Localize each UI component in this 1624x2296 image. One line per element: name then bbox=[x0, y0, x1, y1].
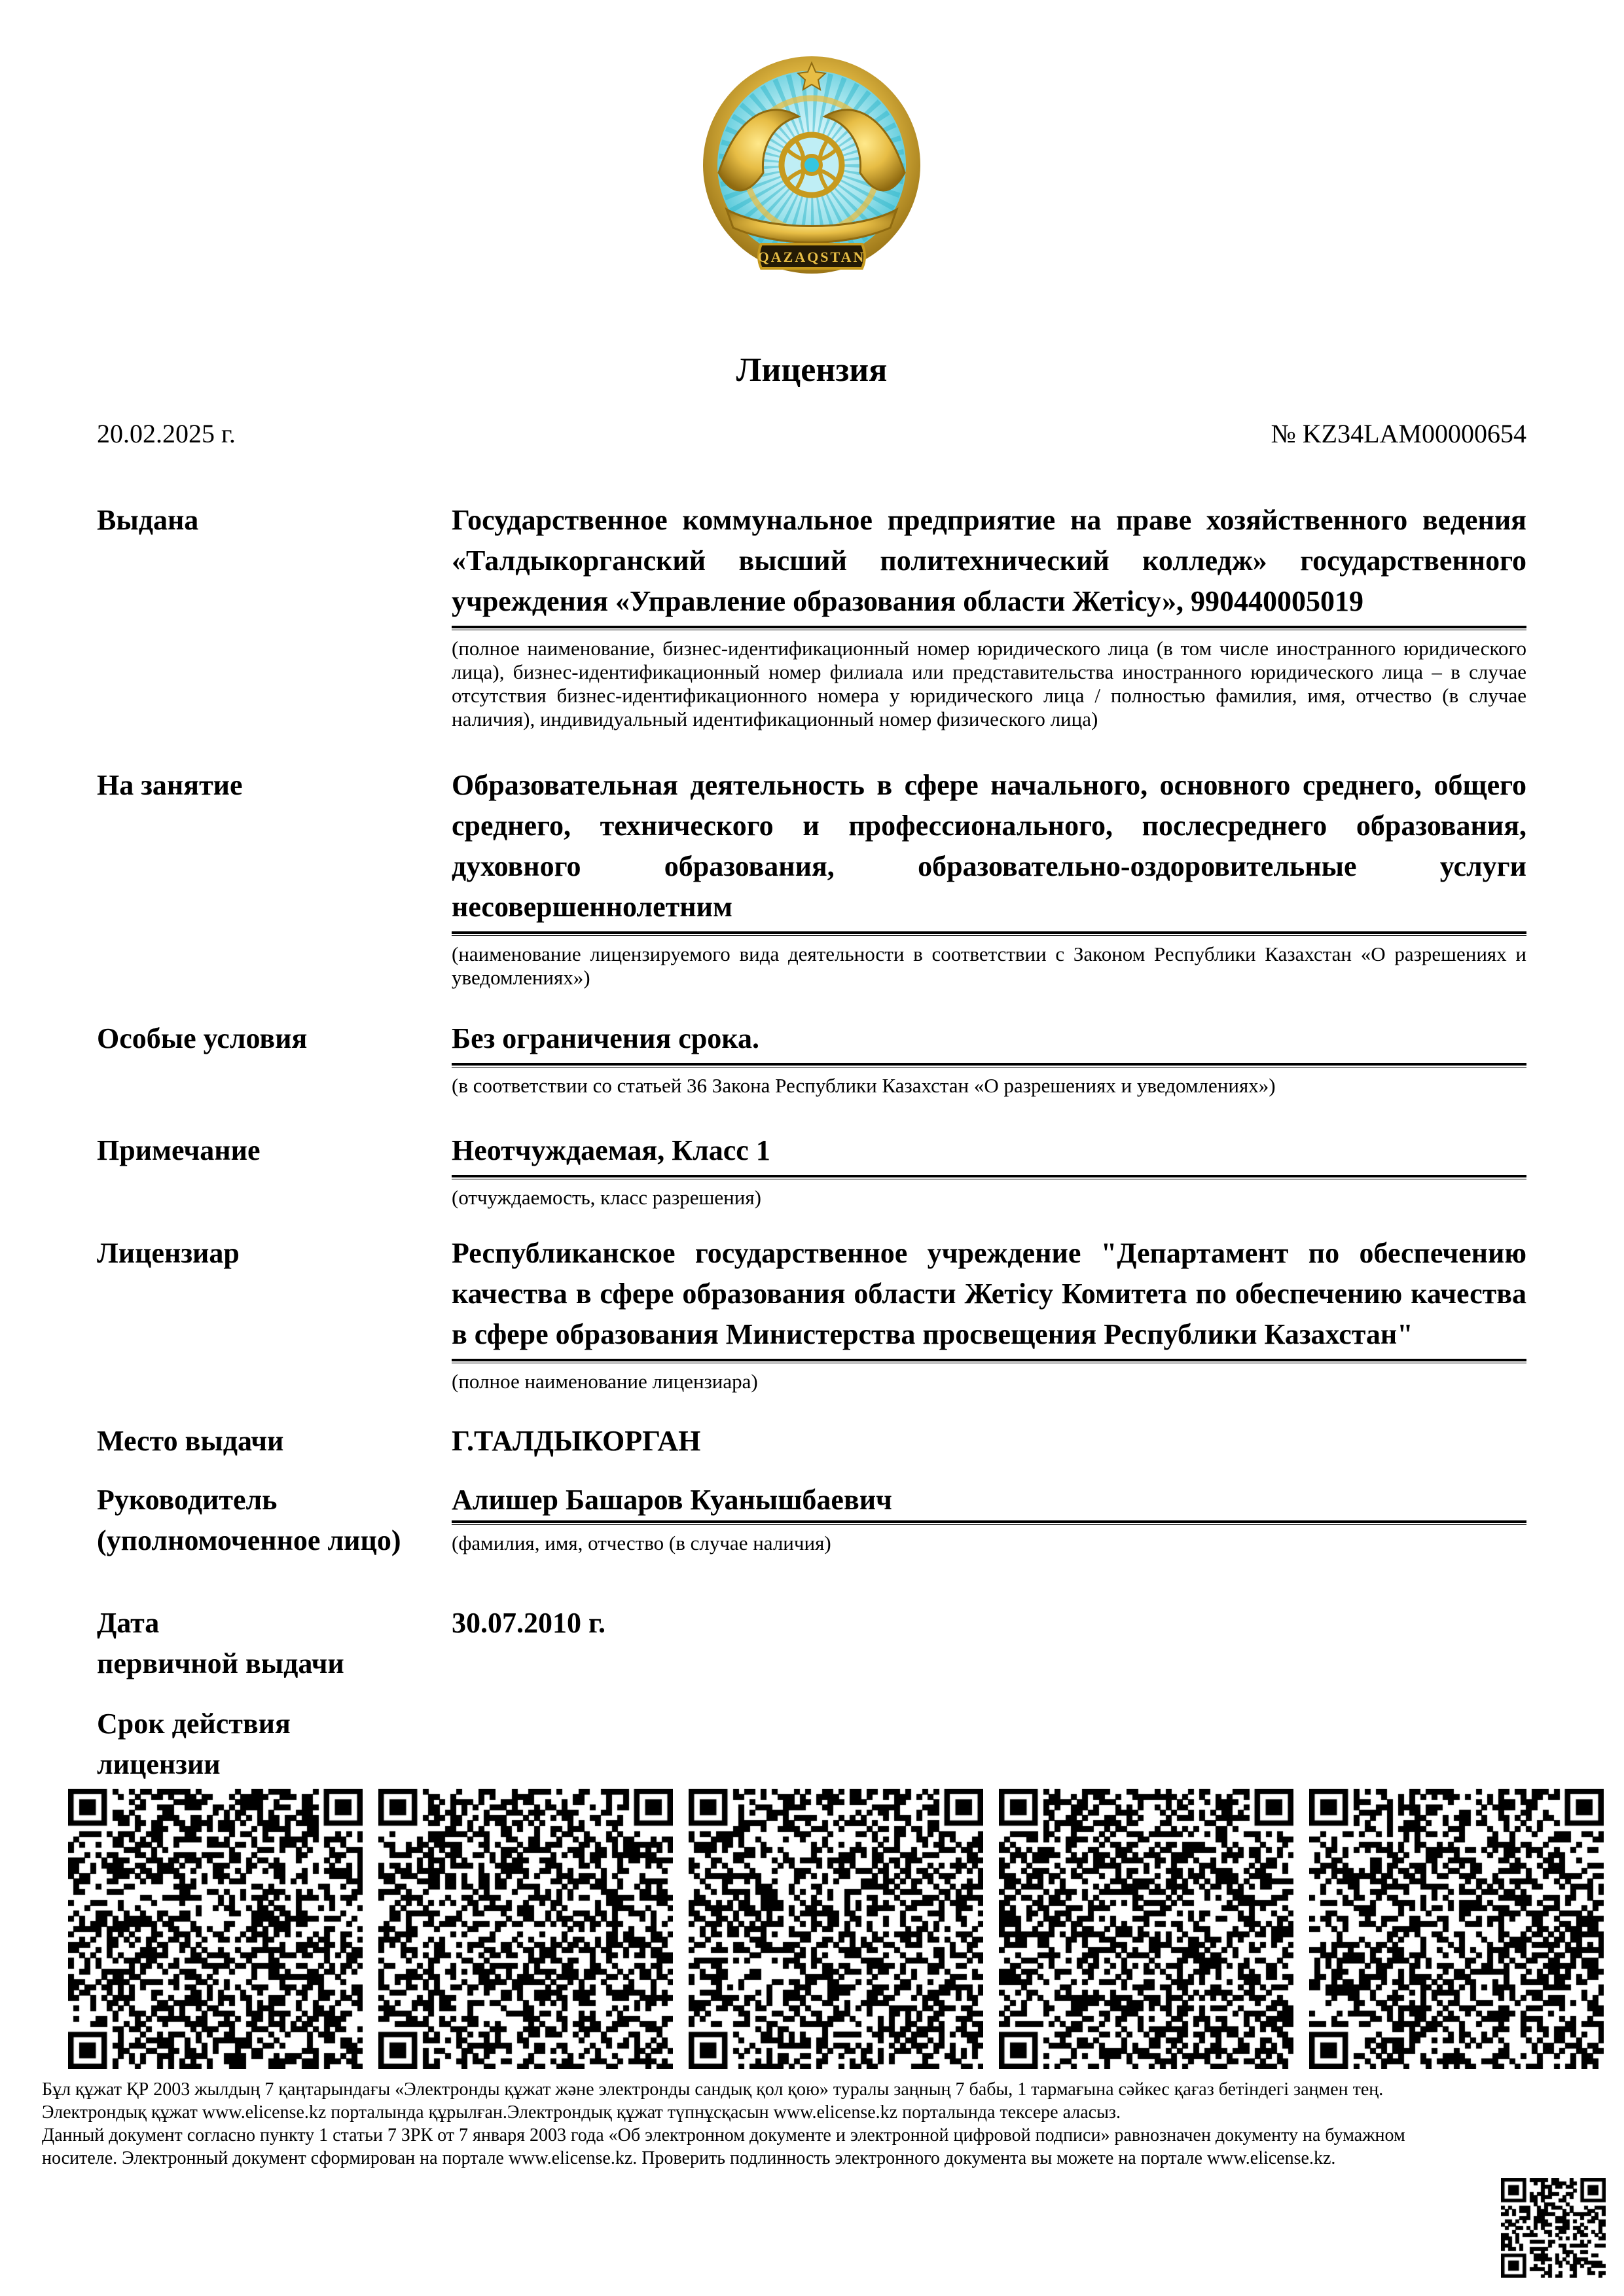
qr-code-strip bbox=[68, 1789, 1604, 2069]
section-remark bbox=[97, 1130, 1526, 1210]
emblem-banner-text: QAZAQSTAN bbox=[757, 249, 866, 265]
first-issue-date-label bbox=[97, 1603, 452, 1684]
head-label-line2: (уполномоченное лицо) bbox=[97, 1524, 401, 1556]
document-title: Лицензия bbox=[736, 351, 888, 389]
qr-code-5 bbox=[1309, 1789, 1604, 2069]
head-content bbox=[452, 1480, 1526, 1555]
emblem-shanyrak-center bbox=[803, 156, 821, 174]
issued-to-content bbox=[452, 500, 1526, 731]
footer-line-kazakh-1: Бұл құжат ҚР 2003 жылдың 7 қаңтарындағы «Электронды құжат және электронды сандық қол қою» туралы заңның 7 бабы, 1 тармағына сәйкес қағаз бетіндегі заңмен тең. bbox=[42, 2079, 1384, 2100]
kazakhstan-emblem-svg bbox=[700, 54, 923, 291]
head-label bbox=[97, 1480, 452, 1561]
remark-label: Примечание bbox=[97, 1134, 261, 1166]
licensor-label: Лицензиар bbox=[97, 1237, 240, 1269]
first-issue-date-label-line1: Дата bbox=[97, 1607, 160, 1639]
head-note: (фамилия, имя, отчество (в случае наличия) bbox=[452, 1532, 831, 1554]
verification-qr-code bbox=[1501, 2178, 1606, 2278]
special-conditions-label: Особые условия bbox=[97, 1022, 308, 1054]
first-issue-date-content bbox=[452, 1603, 1526, 1643]
remark-value: Неотчуждаемая, Класс 1 bbox=[452, 1134, 770, 1166]
issued-to-note: (полное наименование, бизнес-идентификационный номер юридического лица (в том числе иностранного юридического лица), бизнес-идентификационный номер филиала или представительства иностранного юридического лица – в случае отсутствия бизнес-идентификационного номера у юридического лица / полностью фамилия, имя, отчество (в случае наличия), индивидуальный идентификационный номер физического лица) bbox=[452, 637, 1526, 730]
activity-label: На занятие bbox=[97, 769, 243, 801]
special-conditions-note: (в соответствии со статьей 36 Закона Республики Казахстан «О разрешениях и уведомлениях») bbox=[452, 1074, 1276, 1097]
remark-content bbox=[452, 1130, 1526, 1210]
kazakhstan-emblem bbox=[700, 54, 923, 291]
document-meta-row bbox=[97, 419, 1526, 449]
validity-label bbox=[97, 1704, 452, 1785]
section-activity bbox=[97, 765, 1526, 990]
remark-note: (отчуждаемость, класс разрешения) bbox=[452, 1186, 761, 1209]
signature-line bbox=[452, 1520, 1526, 1525]
divider-line bbox=[452, 1175, 1526, 1179]
divider-line bbox=[452, 1063, 1526, 1067]
issue-place-value: Г.ТАЛДЫКОРГАН bbox=[452, 1425, 701, 1457]
validity-label-line1: Срок действия bbox=[97, 1708, 291, 1740]
footer-line-kazakh-2: Электрондық құжат www.elicense.kz порталында құрылған.Электрондық құжат түпнұсқасын www.elicense.kz порталында тексере аласыз. bbox=[42, 2102, 1121, 2123]
issue-date: 20.02.2025 г. bbox=[97, 419, 236, 448]
qr-code-2 bbox=[378, 1789, 673, 2069]
head-label-line1: Руководитель bbox=[97, 1484, 278, 1516]
section-issued-to bbox=[97, 500, 1526, 731]
footer-legal-text bbox=[42, 2078, 1499, 2170]
first-issue-date-value: 30.07.2010 г. bbox=[452, 1607, 606, 1639]
divider-line bbox=[452, 931, 1526, 936]
section-head bbox=[97, 1480, 1526, 1561]
divider-line bbox=[452, 626, 1526, 630]
qr-code-4 bbox=[999, 1789, 1293, 2069]
section-issue-place bbox=[97, 1421, 1526, 1462]
license-number: № KZ34LAM00000654 bbox=[1271, 419, 1526, 448]
licensor-note: (полное наименование лицензиара) bbox=[452, 1370, 758, 1393]
activity-value: Образовательная деятельность в сфере начального, основного среднего, общего среднего, технического и профессионального, послесреднего образования, духовного образования, образовательно-оздоровительные услуги несовершеннолетним bbox=[452, 769, 1526, 923]
section-first-issue-date bbox=[97, 1603, 1526, 1684]
head-value: Алишер Башаров Куанышбаевич bbox=[452, 1484, 892, 1516]
section-special-conditions bbox=[97, 1018, 1526, 1098]
section-validity bbox=[97, 1704, 1526, 1785]
first-issue-date-label-line2: первичной выдачи bbox=[97, 1647, 344, 1679]
qr-code-3 bbox=[689, 1789, 983, 2069]
issued-to-label: Выдана bbox=[97, 504, 199, 536]
activity-content bbox=[452, 765, 1526, 990]
footer-line-russian-2: носителе. Электронный документ сформирован на портале www.elicense.kz. Проверить подлинность электронного документа вы можете на портале www.elicense.kz. bbox=[42, 2148, 1336, 2168]
qr-code-1 bbox=[68, 1789, 363, 2069]
issue-place-content bbox=[452, 1421, 1526, 1462]
issue-place-label: Место выдачи bbox=[97, 1425, 284, 1457]
validity-label-line2: лицензии bbox=[97, 1748, 221, 1780]
section-licensor bbox=[97, 1233, 1526, 1393]
divider-line bbox=[452, 1359, 1526, 1363]
special-conditions-value: Без ограничения срока. bbox=[452, 1022, 759, 1054]
issued-to-value: Государственное коммунальное предприятие на праве хозяйственного ведения «Талдыкорганский высший политехнический колледж» государственного учреждения «Управление образования области Жетісу», 990440005019 bbox=[452, 504, 1526, 617]
footer-line-russian-1: Данный документ согласно пункту 1 статьи 7 ЗРК от 7 января 2003 года «Об электронном документе и электронной цифровой подписи» равнозначен документу на бумажном bbox=[42, 2125, 1405, 2145]
licensor-content bbox=[452, 1233, 1526, 1393]
activity-note: (наименование лицензируемого вида деятельности в соответствии с Законом Республики Казахстан «О разрешениях и уведомлениях») bbox=[452, 942, 1526, 989]
special-conditions-content bbox=[452, 1018, 1526, 1098]
licensor-value: Республиканское государственное учреждение "Департамент по обеспечению качества в сфере образования области Жетісу Комитета по обеспечению качества в сфере образования Министерства просвещения Республики Казахстан" bbox=[452, 1237, 1526, 1350]
